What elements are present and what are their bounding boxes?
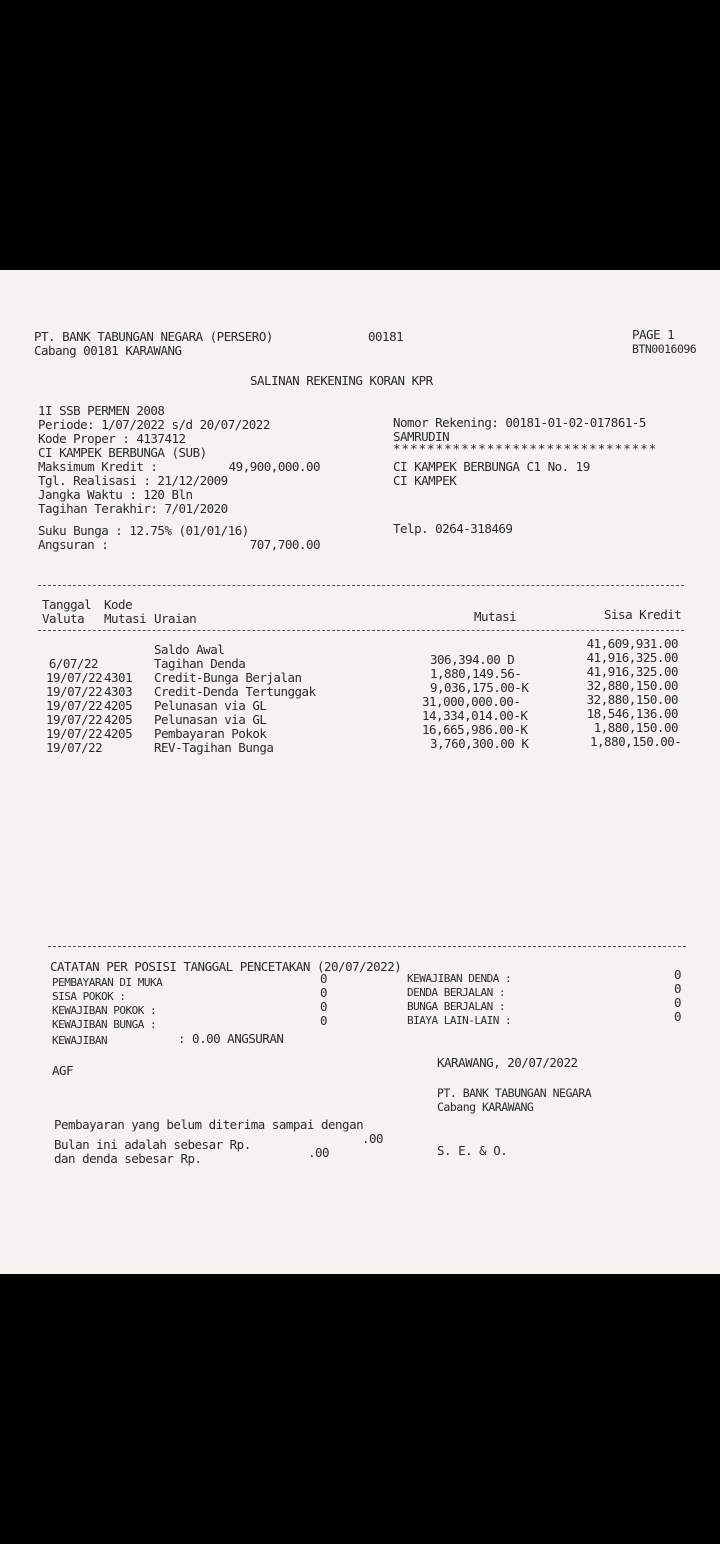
row-desc: Pembayaran Pokok xyxy=(154,726,267,741)
row-date: 19/07/22 xyxy=(46,698,103,713)
row-balance: 32,880,150.00 xyxy=(586,692,678,707)
branch-code: 00181 xyxy=(368,329,404,344)
statement-paper xyxy=(0,270,720,1274)
customer-name: SAMRUDIN xyxy=(393,429,450,444)
periode: Periode: 1/07/2022 s/d 20/07/2022 xyxy=(38,417,270,432)
bunga-berjalan-label: BUNGA BERJALAN : xyxy=(407,1000,505,1013)
sisa-pokok-label: SISA POKOK : xyxy=(52,990,126,1003)
row-balance: 1,880,150.00 xyxy=(593,720,678,735)
angsuran-value: 707,700.00 xyxy=(249,537,320,552)
form-id: BTN0016096 xyxy=(632,342,697,356)
row-desc: Tagihan Denda xyxy=(154,656,246,671)
address-line-1: CI KAMPEK BERBUNGA C1 No. 19 xyxy=(393,459,590,474)
row-code: 4303 xyxy=(104,684,133,699)
branch-name: Cabang 00181 KARAWANG xyxy=(34,343,182,358)
row-desc: Credit-Bunga Berjalan xyxy=(154,670,302,685)
row-amount: 3,760,300.00 K xyxy=(430,736,529,751)
row-amount: 9,036,175.00-K xyxy=(430,680,529,695)
note-line-1-value: .00 xyxy=(362,1131,384,1146)
kewajiban-denda-value: 0 xyxy=(674,967,682,982)
row-balance: 41,916,325.00 xyxy=(586,650,678,665)
note-line-2: Bulan ini adalah sebesar Rp. xyxy=(54,1137,251,1152)
denda-berjalan-value: 0 xyxy=(674,981,682,996)
row-balance: 18,546,136.00 xyxy=(586,706,678,721)
pembayaran-di-muka-value: 0 xyxy=(320,971,328,986)
maksimum-kredit-value: 49,900,000.00 xyxy=(228,459,320,474)
row-code: 4205 xyxy=(104,726,133,741)
biaya-lain-label: BIAYA LAIN-LAIN : xyxy=(407,1014,512,1027)
angsuran-label: Angsuran : xyxy=(38,537,109,552)
stars-line: ******************************* xyxy=(393,441,658,456)
row-desc: Pelunasan via GL xyxy=(154,698,267,713)
bunga-berjalan-value: 0 xyxy=(674,995,682,1010)
project-name: CI KAMPEK BERBUNGA (SUB) xyxy=(38,445,207,460)
row-date: 19/07/22 xyxy=(46,740,103,755)
catatan-title: CATATAN PER POSISI TANGGAL PENCETAKAN (20/07/2022) xyxy=(50,959,402,974)
suku-bunga: Suku Bunga : 12.75% (01/01/16) xyxy=(38,523,249,538)
denda-berjalan-label: DENDA BERJALAN : xyxy=(407,986,505,999)
kewajiban-label: KEWAJIBAN xyxy=(52,1034,108,1047)
kewajiban-pokok-value: 0 xyxy=(320,999,328,1014)
note-line-1: Pembayaran yang belum diterima sampai dengan xyxy=(54,1117,364,1132)
footer-bank: PT. BANK TABUNGAN NEGARA xyxy=(437,1086,592,1100)
row-date: 19/07/22 xyxy=(46,684,103,699)
row-amount: 1,880,149.56- xyxy=(430,666,522,681)
place-date: KARAWANG, 20/07/2022 xyxy=(437,1055,578,1070)
maksimum-kredit-label: Maksimum Kredit : xyxy=(38,459,158,474)
divider xyxy=(48,946,686,947)
row-balance: 1,880,150.00- xyxy=(590,734,682,749)
col-mutasi: Mutasi xyxy=(474,609,517,624)
row-desc: REV-Tagihan Bunga xyxy=(154,740,274,755)
col-kode: Kode xyxy=(104,597,133,612)
agf-code: AGF xyxy=(52,1063,74,1078)
row-code: 4301 xyxy=(104,670,133,685)
note-line-3-value: .00 xyxy=(308,1145,330,1160)
row-date: 19/07/22 xyxy=(46,670,103,685)
row-desc: Pelunasan via GL xyxy=(154,712,267,727)
row-code: 4205 xyxy=(104,698,133,713)
col-tanggal: Tanggal xyxy=(42,597,92,612)
nomor-rekening: Nomor Rekening: 00181-01-02-017861-5 xyxy=(393,415,646,430)
row-amount: 14,334,014.00-K xyxy=(422,708,528,723)
biaya-lain-value: 0 xyxy=(674,1009,682,1024)
row-balance: 32,880,150.00 xyxy=(586,678,678,693)
row-code: 4205 xyxy=(104,712,133,727)
page-number: PAGE 1 xyxy=(632,327,675,342)
footer-branch: Cabang KARAWANG xyxy=(437,1100,534,1114)
jangka-waktu: Jangka Waktu : 120 Bln xyxy=(38,487,193,502)
divider xyxy=(38,585,684,586)
document-title: SALINAN REKENING KORAN KPR xyxy=(250,373,433,388)
col-uraian: Uraian xyxy=(154,611,197,626)
note-line-3: dan denda sebesar Rp. xyxy=(54,1151,202,1166)
sisa-pokok-value: 0 xyxy=(320,985,328,1000)
col-mutasi-code: Mutasi xyxy=(104,611,147,626)
kewajiban-value: : 0.00 ANGSURAN xyxy=(178,1031,284,1046)
kode-proper: Kode Proper : 4137412 xyxy=(38,431,186,446)
bank-name: PT. BANK TABUNGAN NEGARA (PERSERO) xyxy=(34,329,273,344)
kewajiban-denda-label: KEWAJIBAN DENDA : xyxy=(407,972,512,985)
kewajiban-pokok-label: KEWAJIBAN POKOK : xyxy=(52,1004,157,1017)
tagihan-terakhir: Tagihan Terakhir: 7/01/2020 xyxy=(38,501,228,516)
row-balance: 41,916,325.00 xyxy=(586,664,678,679)
row-amount: 31,000,000.00- xyxy=(422,694,521,709)
kewajiban-bunga-value: 0 xyxy=(320,1013,328,1028)
col-sisa-kredit: Sisa Kredit xyxy=(604,607,682,622)
row-amount: 306,394.00 D xyxy=(430,652,515,667)
telephone: Telp. 0264-318469 xyxy=(393,521,513,536)
divider xyxy=(38,630,684,631)
row-date: 19/07/22 xyxy=(46,712,103,727)
col-valuta: Valuta xyxy=(42,611,85,626)
tgl-realisasi: Tgl. Realisasi : 21/12/2009 xyxy=(38,473,228,488)
kewajiban-bunga-label: KEWAJIBAN BUNGA : xyxy=(52,1018,157,1031)
row-date: 19/07/22 xyxy=(46,726,103,741)
program: 1I SSB PERMEN 2008 xyxy=(38,403,165,418)
pembayaran-di-muka-label: PEMBAYARAN DI MUKA xyxy=(52,976,163,989)
seo-mark: S. E. & O. xyxy=(437,1143,508,1158)
address-line-2: CI KAMPEK xyxy=(393,473,457,488)
row-amount: 16,665,986.00-K xyxy=(422,722,528,737)
row-desc: Credit-Denda Tertunggak xyxy=(154,684,316,699)
row-desc: Saldo Awal xyxy=(154,642,225,657)
row-balance: 41,609,931.00 xyxy=(586,636,678,651)
row-date: 6/07/22 xyxy=(48,656,98,671)
